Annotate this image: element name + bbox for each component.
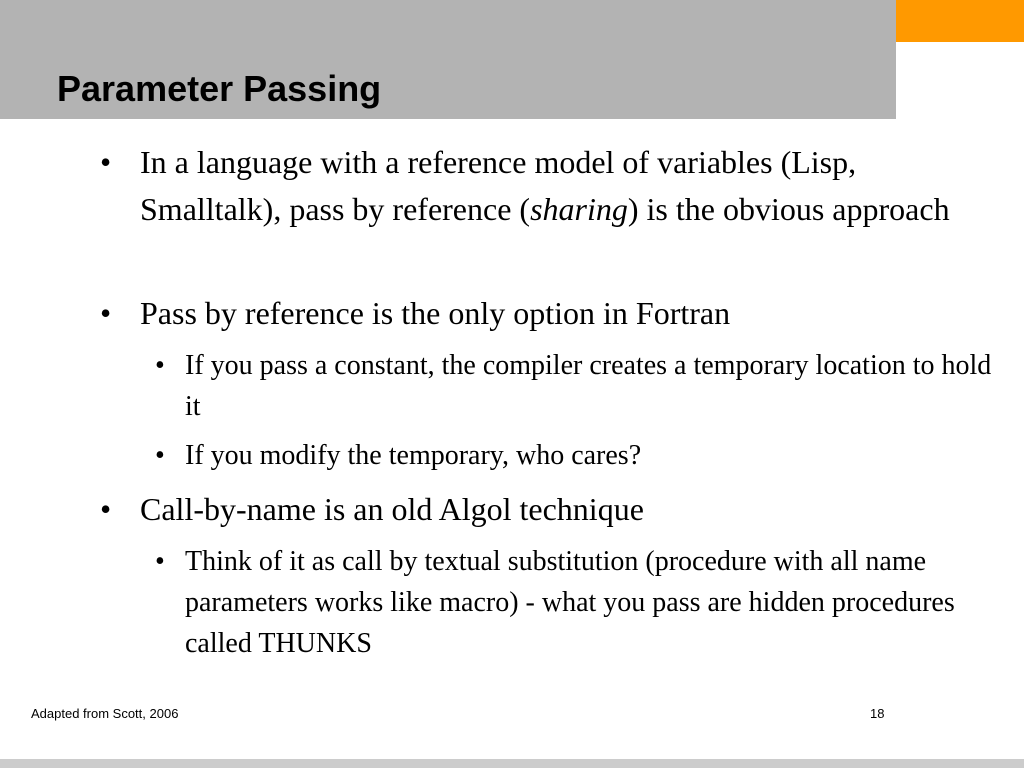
sub-bullet-dot-icon: •	[155, 546, 165, 577]
footer-credit: Adapted from Scott, 2006	[31, 706, 179, 721]
bullet-item-1	[100, 139, 980, 233]
bullet-text-1b: ) is the obvious approach	[627, 191, 950, 227]
sub-bullet-dot-icon: •	[155, 440, 165, 471]
sub-bullet-text: If you modify the temporary, who cares?	[185, 440, 642, 471]
sub-bullet-item-2-1	[155, 345, 1000, 427]
bullet-text-3: Call-by-name is an old Algol technique	[140, 491, 644, 527]
sub-bullet-item-3-1	[155, 541, 1000, 664]
sub-bullet-item-2-2	[155, 435, 1000, 476]
sub-bullet-text: Think of it as call by textual substitution (procedure with all name parameters works like macro) - what you pass are hidden procedures called THUNKS	[185, 546, 955, 659]
bottom-strip	[0, 759, 1024, 768]
bullet-dot-icon: •	[100, 144, 112, 180]
bullet-text-2: Pass by reference is the only option in Fortran	[140, 295, 731, 331]
bullet-item-3	[100, 486, 980, 533]
sub-bullet-dot-icon: •	[155, 350, 165, 381]
bullet-dot-icon: •	[100, 491, 112, 527]
bullet-text-1a: In a language with a reference model of variables (Lisp, Smalltalk), pass by reference (	[140, 144, 857, 227]
bullet-item-2	[100, 290, 980, 337]
page-number: 18	[870, 706, 885, 721]
slide-title: Parameter Passing	[57, 68, 382, 109]
sub-bullet-text: If you pass a constant, the compiler creates a temporary location to hold it	[185, 350, 992, 422]
bullet-emphasis: sharing	[530, 191, 628, 227]
bullet-dot-icon: •	[100, 295, 112, 331]
